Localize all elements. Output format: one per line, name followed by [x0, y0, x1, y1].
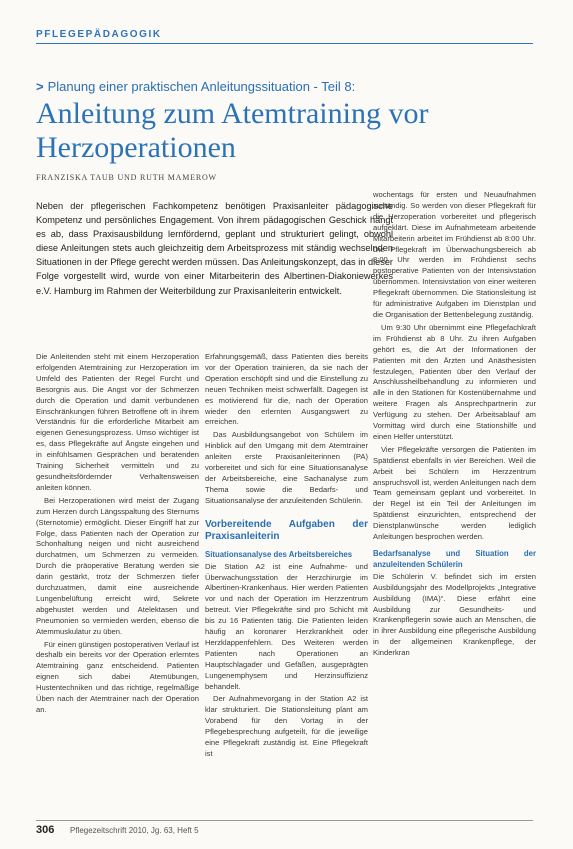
section-label: PFLEGEPÄDAGOGIK — [36, 29, 162, 40]
subsection-heading: Bedarfsanalyse und Situation der anzuleitenden Schülerin — [373, 549, 536, 569]
paragraph: Für einen günstigen postoperativen Verlauf ist deshalb ein bereits vor der Operation erlerntes Atemtraining ganz entscheidend. Patienten eignen sich dabei Atemübungen, Hustentechniken und das richtige, regelmäßige Üben nach der Atemtrainer nach der Operation an. — [36, 639, 199, 714]
paragraph: Bei Herzoperationen wird meist der Zugang zum Herzen durch Längsspaltung des Sternums (Sternotomie) ermöglicht. Dieser Eingriff hat zur Folge, dass Patienten nach der Operation zur Schonhaltung neigen und nicht ausreichend durchatmen, um Schmerzen zu vermeiden. Durch die präoperative Beratung werden sie darin gestärkt, trotz der Schmerzen tiefer durchzuatmen, damit eine ausreichende Lungenbelüftung erreicht wird, Sekrete abgehustet werden und Atelektasen und Pneumonien so vermieden werden, ebenso die Atemmuskulatur zu üben. — [36, 495, 199, 636]
kicker-text: Planung einer praktischen Anleitungssituation - Teil 8: — [47, 79, 356, 94]
paragraph: Der Aufnahmevorgang in der Station A2 ist klar strukturiert. Die Stationsleitung plant am Vorabend für den Vortag in der Pflegebesprechung aufgeteilt, für die jeweilige eine Pflegekraft zuständig ist. Eine Pflegekraft ist — [205, 694, 368, 758]
header-rule — [36, 43, 533, 44]
footer-rule — [36, 820, 533, 821]
paragraph: Die Anleitenden steht mit einem Herzoperation erfolgenden Atemtraining zur Herzoperation im Umfeld des Patienten der Regel Furcht und Besorgnis aus. Die Angst vor der Schmerzen durch die Operation und damit verbundenen Einschränkungen führen Betroffene oft in ihrem Verständnis für die erforderliche Mitarbeit am eigenen Genesungsprozess. Umso wichtiger ist es, dass Pflegekräfte auf Ängste eingehen und in einfühlsamen Gesprächen und beratenden Training Sicherheit vermitteln und zu gesundheitsfördernder Verhaltensweisen anleiten können. — [36, 352, 199, 492]
paragraph: Das Ausbildungsangebot von Schülern im Hinblick auf den Umgang mit dem Atemtrainer anleiten erste Praxisanleiterinnen (PA) vorbereitet und sich für eine Situationsanalyse der Arbeitsbereiche, eine Sachanalyse zum Thema sowie die Bedarfs- und Situationsanalyse der anzuleitenden Schülerin. — [205, 430, 368, 505]
paragraph: Erfahrungsgemäß, dass Patienten dies bereits vor der Operation trainieren, da sie nach der Operation erschöpft sind und die Einstellung zu neuen Techniken meist schwerfällt. Dagegen ist es motivierend für die, nach der Operation wieder den erlernten Ausgangswert zu erreichen. — [205, 352, 368, 427]
article-lead: Neben der pflegerischen Fachkompetenz benötigen Praxisanleiter pädagogische Kompetenz und persönliches Engagement. Von ihrem pädagogischen Geschick hängt es ab, dass Praxisausbildung lernfördernd, geplant und strukturiert gelingt, obwohl diese Anleitungen stets auch gleichzeitig dem Arbeitsprozess mit ständig wechselnden Situationen in der Pflege gerecht werden müssen. Das Anleitungskonzept, das in dieser Folge vorgestellt wird, wurde von einer Mitarbeiterin des Albertinen-Diakoniewerkes e.V. Hamburg im Rahmen der Weiterbildung zur Praxisanleiterin entwickelt. — [36, 201, 393, 296]
section-heading: Vorbereitende Aufgaben der Praxisanleiterin — [205, 518, 368, 543]
series-kicker — [36, 79, 355, 94]
article-authors: FRANZISKA TAUB UND RUTH MAMEROW — [36, 173, 217, 182]
text-column-1 — [36, 352, 199, 767]
kicker-arrow-icon: > — [36, 79, 44, 94]
paragraph: Um 9:30 Uhr übernimmt eine Pflegefachkraft im Frühdienst ab 8 Uhr. Zu ihren Aufgaben gehört es, die Art der Informationen der Patienten mit den Ärzten und Anästhesisten festzulegen, Patienten über den Verlauf der Anschlussheilbehandlung zu informieren und alle in den Stationen für Kostenübernahme und weitere Fragen als Ansprechpartnerin zur Verfügung zu stehen. Der Arbeitsablauf am Vormittag wird durch eine Stationshilfe und einen Helfer unterstützt. — [373, 322, 536, 441]
text-column-2 — [205, 352, 368, 772]
subsection-heading: Situationsanalyse des Arbeitsbereiches — [205, 549, 353, 559]
article-title: Anleitung zum Atemtraining vor Herzoperationen — [36, 97, 429, 164]
paragraph: wochentags für ersten und Neuaufnahmen zuständig. So werden von dieser Pflegekraft für die Herzoperation vorbereitet und pflegerisch aufgeklärt. Diese im Aufnahmeteam arbeitende Mitarbeiterin arbeitet im Frühdienst ab 8:00 Uhr. Die Pflegekraft im Überwachungsbereich ab 8:00 Uhr werden im Frühdienst sechs postoperative Patienten von der Intensivstation übernommen. Intensivstation von einer weiteren Pflegekraft übernommen. Die Stationsleitung ist für administrative Aufgaben im Dienstplan und die Organisation der Bettenbelegung zuständig. — [373, 190, 536, 319]
paragraph: Die Schülerin V. befindet sich im ersten Ausbildungsjahr des Modellprojekts „Integrative Ausbildung (IMA)“. Diese erfährt eine Ausbildung zur Gesundheits- und Krankenpflegerin sowie auch an Menschen, die in ihrer Ausbildung eine pflegerische Ausbildung in der allgemeinen Krankenpflege, der Kinderkran — [373, 571, 536, 658]
paragraph: Die Station A2 ist eine Aufnahme- und Überwachungsstation der Herzchirurgie im Albertinen-Krankenhaus. Hier werden Patienten vor und nach der Operation im Herzzentrum betreut. Vier Pflegekräfte sind pro Schicht mit bis zu 16 Patienten tätig. Die Patienten leiden häufig an koronarer Herzkrankheit oder Herzklappenfehlern. Des Weiteren werden Patienten nach Operationen an Hauptschlagader und Gefäßen, ausgeprägten Lungenemphysem und Herzinsuffizienz behandelt. — [205, 561, 368, 691]
text-column-3 — [373, 190, 536, 770]
page-number: 306 — [36, 824, 55, 836]
paragraph: Vier Pflegekräfte versorgen die Patienten im Spätdienst ebenfalls in vier Bereichen. Weil die Arbeit bei Schülern im Herzzentrum anspruchsvoll ist, werden Anleitungen nach dem Team gemeinsam geplant und vorbereitet. In der Regel ist ein Teil der Anleitungen im Spätdienst einzurichten, entsprechend der Dienstplanwünsche werden lediglich Anleitungen besprochen werden. — [373, 444, 536, 542]
journal-citation: Pflegezeitschrift 2010, Jg. 63, Heft 5 — [70, 826, 199, 835]
